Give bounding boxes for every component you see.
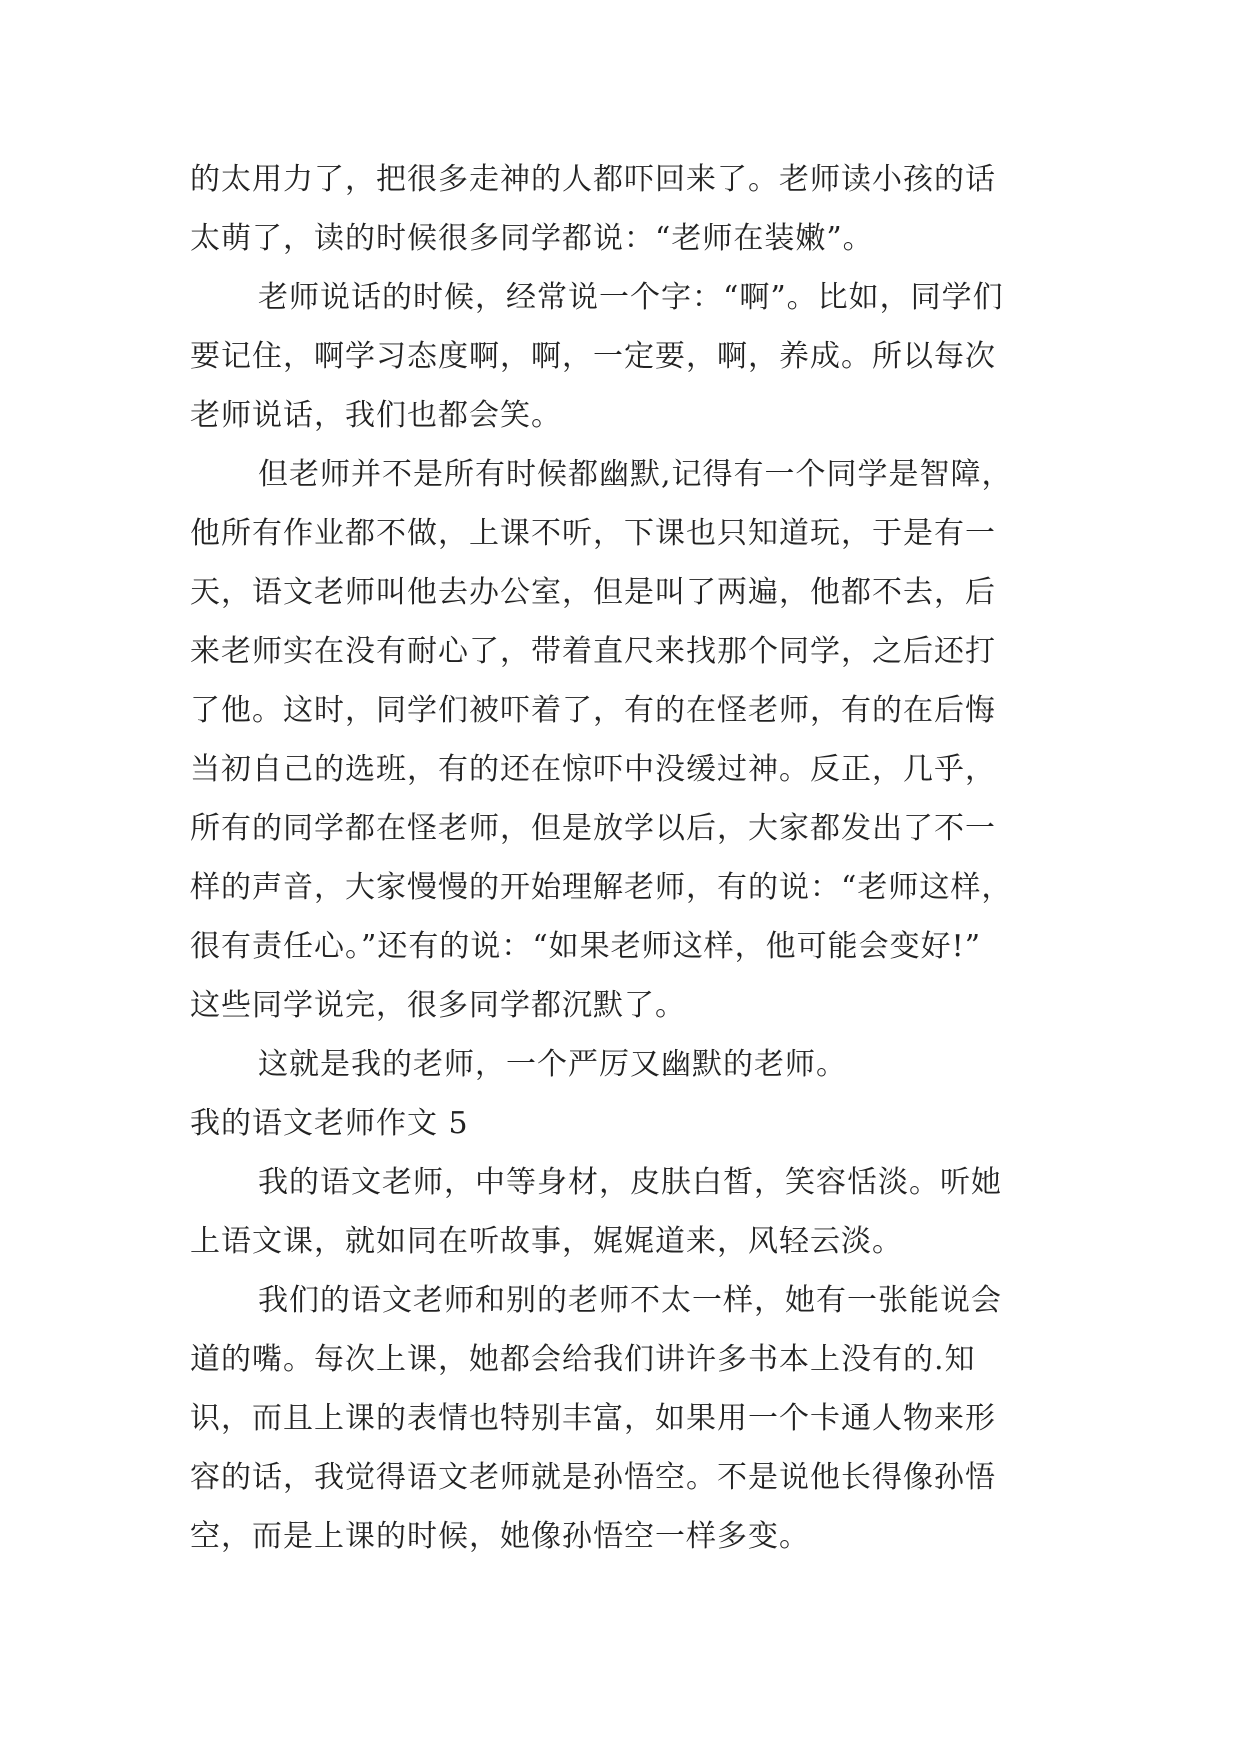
paragraph-line: 天，语文老师叫他去办公室，但是叫了两遍，他都不去，后 [190, 575, 996, 610]
paragraph-line: 要记住，啊学习态度啊，啊，一定要，啊，养成。所以每次 [190, 339, 996, 374]
paragraph-line: 他所有作业都不做，上课不听，下课也只知道玩，于是有一 [190, 516, 996, 551]
document-page [190, 150, 1050, 1566]
paragraph-line: 容的话，我觉得语文老师就是孙悟空。不是说他长得像孙悟 [190, 1460, 996, 1495]
paragraph-line: 空，而是上课的时候，她像孙悟空一样多变。 [190, 1519, 810, 1554]
paragraph-line: 我的语文老师，中等身材，皮肤白皙，笑容恬淡。听她 [258, 1165, 1002, 1200]
paragraph-line: 这就是我的老师，一个严厉又幽默的老师。 [258, 1047, 847, 1082]
paragraph-line: 这些同学说完，很多同学都沉默了。 [190, 988, 686, 1023]
paragraph-line: 我们的语文老师和别的老师不太一样，她有一张能说会 [258, 1283, 1002, 1318]
paragraph-line: 来老师实在没有耐心了，带着直尺来找那个同学，之后还打 [190, 634, 996, 669]
paragraph-line: 但老师并不是所有时候都幽默,记得有一个同学是智障， [258, 457, 1013, 492]
paragraph-line: 样的声音，大家慢慢的开始理解老师，有的说：“老师这样， [190, 870, 1013, 905]
paragraph-line: 太萌了，读的时候很多同学都说：“老师在装嫩”。 [190, 221, 874, 256]
paragraph-line: 识，而且上课的表情也特别丰富，如果用一个卡通人物来形 [190, 1401, 996, 1436]
paragraph-line: 了他。这时，同学们被吓着了，有的在怪老师，有的在后悔 [190, 693, 996, 728]
paragraph-line: 老师说话，我们也都会笑。 [190, 398, 562, 433]
paragraph-line: 老师说话的时候，经常说一个字：“啊”。比如，同学们 [258, 280, 1004, 315]
paragraph-line: 道的嘴。每次上课，她都会给我们讲许多书本上没有的.知 [190, 1342, 976, 1377]
paragraph-line: 上语文课，就如同在听故事，娓娓道来，风轻云淡。 [190, 1224, 903, 1259]
paragraph-line: 很有责任心。”还有的说：“如果老师这样，他可能会变好!” [190, 929, 982, 964]
paragraph-line: 的太用力了，把很多走神的人都吓回来了。老师读小孩的话 [190, 162, 996, 197]
paragraph-line: 所有的同学都在怪老师，但是放学以后，大家都发出了不一 [190, 811, 996, 846]
paragraph-line: 当初自己的选班，有的还在惊吓中没缓过神。反正，几乎， [190, 752, 996, 787]
section-heading: 我的语文老师作文 5 [190, 1106, 469, 1141]
